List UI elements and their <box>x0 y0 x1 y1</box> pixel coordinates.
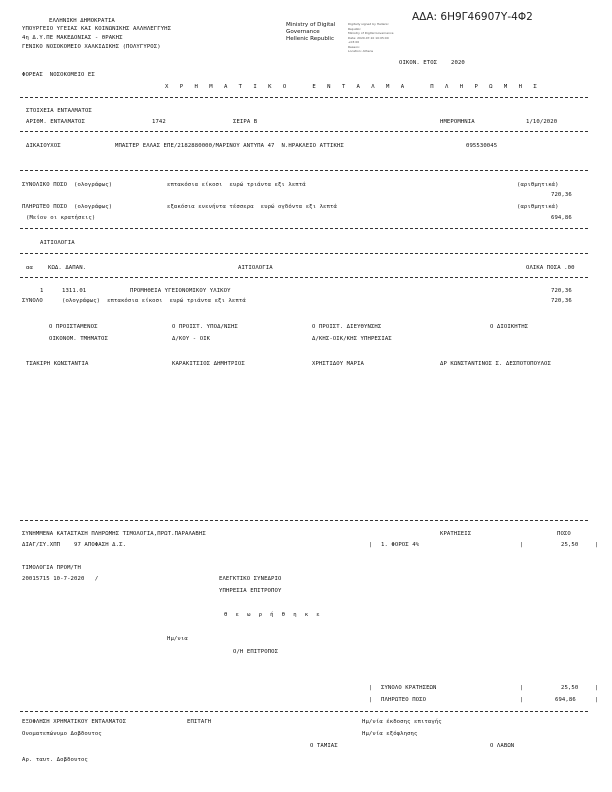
payable-note: (Μείον οι κρατήσεις) <box>26 215 96 221</box>
bar: | <box>595 685 599 691</box>
footer-settlement-date: Ημ/νία εξόφλησης <box>362 731 418 737</box>
deductions-header: ΚΡΑΤΗΣΕΙΣ <box>440 531 472 537</box>
ada-code: ΑΔΑ: 6Η9Γ46907Υ-4Φ2 <box>412 11 533 23</box>
role-head: Ο ΠΡΟΙΣΤΑΜΕΝΟΣ <box>49 324 98 330</box>
signatory-name-2: ΚΑΡΑΚΙΤΣΙΟΣ ΔΗΜΗΤΡΙΟΣ <box>172 361 245 367</box>
divider <box>20 520 588 521</box>
row-amount: 720,36 <box>551 288 572 294</box>
justification-label: ΑΙΤΙΟΛΟΓΙΑ <box>40 240 75 246</box>
signatory-name-3: ΧΡΗΣΤΙΔΟΥ ΜΑΡΙΑ <box>312 361 365 367</box>
deduction-value: 25,50 <box>561 542 579 548</box>
divider <box>20 253 588 254</box>
row-aa: 1 <box>40 288 44 294</box>
payable-amount-value: 694,86 <box>551 215 572 221</box>
divider <box>20 228 588 229</box>
warrant-series: ΣΕΙΡΑ Β <box>233 119 258 125</box>
warrant-date: 1/10/2020 <box>526 119 558 125</box>
divider <box>20 277 588 278</box>
bar: | <box>369 685 373 691</box>
items-total-amount: 720,36 <box>551 298 572 304</box>
audit-office: ΥΠΗΡΕΣΙΑ ΕΠΙΤΡΟΠΟΥ <box>219 588 282 594</box>
header-region: 4η Δ.Υ.ΠΕ ΜΑΚΕΔΟΝΙΑΣ - ΘΡΑΚΗΣ <box>22 35 123 41</box>
col-header-aa: αα <box>26 265 33 271</box>
amount-header: ΠΟΣΟ <box>557 531 571 537</box>
footer-holder-id: Αρ. ταυτ. Δοβδουτος <box>22 757 88 763</box>
divider <box>20 170 588 171</box>
bar: | <box>595 697 599 703</box>
payable-amount-label: ΠΛΗΡΩΤΕΟ ΠΟΣΟ (ολογράφως) <box>22 204 113 210</box>
bar: | <box>595 542 599 548</box>
role-governor: Ο ΔΙΟΙΚΗΤΗΣ <box>490 324 529 330</box>
footer-receiver: Ο ΛΑΒΩΝ <box>490 743 515 749</box>
items-total-words: (ολογράφως) επτακόσια είκοσι ευρώ τριάντα εξι λεπτά <box>62 298 246 304</box>
payable-amount-words: εξακόσια ενενήντα τέσσερα ευρώ ογδόντα εξι λεπτά <box>167 204 337 210</box>
audit-commissioner: Ο/Η ΕΠΙΤΡΟΠΟΣ <box>233 649 279 655</box>
divider <box>20 711 588 712</box>
total-payable-label: ΠΛΗΡΩΤΕΟ ΠΟΣΟ <box>381 697 427 703</box>
col-header-amount: ΟΛΙΚΑ ΠΟΣΑ .00 <box>526 265 575 271</box>
beneficiary-name: ΜΠΑΣΤΕΡ ΕΛΛΑΣ ΕΠΕ/2182880000/ΜΑΡΙΝΟΥ ΑΝΤΥΠΑ 47 Ν.ΗΡΑΚΛΕΙΟ ΑΤΤΙΚΗΣ <box>115 143 344 149</box>
role-director: Ο ΠΡΟΙΣΤ. ΔΙΕΥΘΥΝΣΗΣ <box>312 324 382 330</box>
bar: | <box>520 542 524 548</box>
seal-line-1: Ministry of Digital <box>286 22 336 28</box>
col-header-code: ΚΩΔ. ΔΑΠΑΝ. <box>48 265 87 271</box>
bar: | <box>520 685 524 691</box>
warrant-number-label: ΑΡΙΘΜ. ΕΝΤΑΛΜΑΤΟΣ <box>26 119 85 125</box>
warrant-number: 1742 <box>152 119 166 125</box>
header-republic: ΕΛΛΗΝΙΚΗ ΔΗΜΟΚΡΑΤΙΑ <box>49 18 115 24</box>
seal-line-3: Hellenic Republic <box>286 36 335 42</box>
bar: | <box>369 542 373 548</box>
total-amount-words: επτακόσια είκοσι ευρώ τριάντα εξι λεπτά <box>167 182 306 188</box>
audit-court: ΕΛΕΓΚΤΙΚΟ ΣΥΝΕΔΡΙΟ <box>219 576 282 582</box>
signatory-name-1: ΤΣΑΚΙΡΗ ΚΩΝΣΤΑΝΤΙΑ <box>26 361 89 367</box>
audit-stamp-text: θ ε ω ρ ή θ η κ ε <box>224 612 323 618</box>
role-subdept-head: Ο ΠΡΟΙΣΤ. ΥΠΟΔ/ΝΣΗΣ <box>172 324 238 330</box>
total-deductions-label: ΣΥΝΟΛΟ ΚΡΑΤΗΣΕΩΝ <box>381 685 437 691</box>
payable-numeric-label: (αριθμητικά) <box>517 204 559 210</box>
invoices-label: ΤΙΜΟΛΟΓΙΑ ΠΡΟΜ/ΤΗ <box>22 565 81 571</box>
footer-cheque-date: Ημ/νία έκδοσης επιταγής <box>362 719 442 725</box>
warrant-section-label: ΣΤΟΙΧΕΙΑ ΕΝΤΑΛΜΑΤΟΣ <box>26 108 92 114</box>
divider <box>20 97 588 98</box>
footer-holder-name: Ονοματεπώνυμο Δοβδουτος <box>22 731 102 737</box>
attachments-label: ΣΥΝΗΜΜΕΝΑ ΚΑΤΑΣΤΑΣΗ ΠΛΗΡΩΜΗΣ ΤΙΜΟΛΟΓΙΑ,ΠΡΩΤ.ΠΑΡΑΛΑΒΗΣ <box>22 531 206 537</box>
footer-cashier: Ο ΤΑΜΙΑΣ <box>310 743 338 749</box>
total-amount-value: 720,36 <box>551 192 572 198</box>
beneficiary-label: ΔΙΚΑΙΟΥΧΟΣ <box>26 143 61 149</box>
beneficiary-afm: 095530045 <box>466 143 498 149</box>
seal-line-2: Governance <box>286 29 320 35</box>
total-amount-label: ΣΥΝΟΛΙΚΟ ΠΟΣΟ (ολογράφως) <box>22 182 113 188</box>
total-payable-value: 694,86 <box>555 697 576 703</box>
seal-fine-print: Digitally signed by Hellenic Republic Ministry of Digital Governance Date: 2020.07.10 10:05:00 +03:00 Reason: Location: Athens <box>348 22 394 53</box>
total-numeric-label: (αριθμητικά) <box>517 182 559 188</box>
footer-settlement: ΕΞΟΦΛΗΣΗ ΧΡΗΜΑΤΙΚΟΥ ΕΝΤΑΛΜΑΤΟΣ <box>22 719 127 725</box>
role-head-dept: ΟΙΚΟΝΟΜ. ΤΜΗΜΑΤΟΣ <box>49 336 108 342</box>
role-subdept-dept: Δ/ΚΟΥ - ΟΙΚ <box>172 336 211 342</box>
attachments-reference: ΔΙΑΓ/ΣΥ.ΧΠΠ 97 ΑΠΟΦΑΣΗ Δ.Σ. <box>22 542 127 548</box>
row-description: ΠΡΟΜΗΘΕΙΑ ΥΓΕΙΟΝΟΜΙΚΟΥ ΥΛΙΚΟΥ <box>130 288 231 294</box>
deduction-item: 1. ΦΟΡΟΣ 4% <box>381 542 420 548</box>
bar: | <box>520 697 524 703</box>
role-director-dept: Δ/ΚΗΣ-ΟΙΚ/ΚΗΣ ΥΠΗΡΕΣΙΑΣ <box>312 336 392 342</box>
audit-date-label: Ημ/νια <box>167 636 188 642</box>
header-ministry: ΥΠΟΥΡΓΕΙΟ ΥΓΕΙΑΣ ΚΑΙ ΚΟΙΝΩΝΙΚΗΣ ΑΛΛΗΛΕΓΓΥΗΣ <box>22 26 172 32</box>
fiscal-year: ΟΙΚΟΝ. ΕΤΟΣ 2020 <box>399 60 465 66</box>
document-title: Χ Ρ Η Μ Α Τ Ι Κ Ο Ε Ν Τ Α Λ Μ Α Π Λ Η Ρ Ω Μ Η Σ <box>165 84 541 90</box>
footer-cheque: ΕΠΙΤΑΓΗ <box>187 719 212 725</box>
col-header-description: ΑΙΤΙΟΛΟΓΙΑ <box>238 265 273 271</box>
signatory-name-4: ΔΡ ΚΩΝΣΤΑΝΤΙΝΟΣ Σ. ΔΕΣΠΟΤΟΠΟΥΛΟΣ <box>440 361 551 367</box>
items-total-label: ΣΥΝΟΛΟ <box>22 298 43 304</box>
bar: | <box>369 697 373 703</box>
warrant-date-label: ΗΜΕΡΟΜΗΝΙΑ <box>440 119 475 125</box>
agency: ΦΟΡΕΑΣ ΝΟΣΟΚΟΜΕΙΟ ΕΣ <box>22 72 95 78</box>
header-hospital: ΓΕΝΙΚΟ ΝΟΣΟΚΟΜΕΙΟ ΧΑΛΚΙΔΙΚΗΣ (ΠΟΛΥΓΥΡΟΣ) <box>22 44 161 50</box>
divider <box>20 131 588 132</box>
total-deductions-value: 25,50 <box>561 685 579 691</box>
row-code: 1311.01 <box>62 288 87 294</box>
invoice-entry: 20015715 10-7-2020 / <box>22 576 99 582</box>
